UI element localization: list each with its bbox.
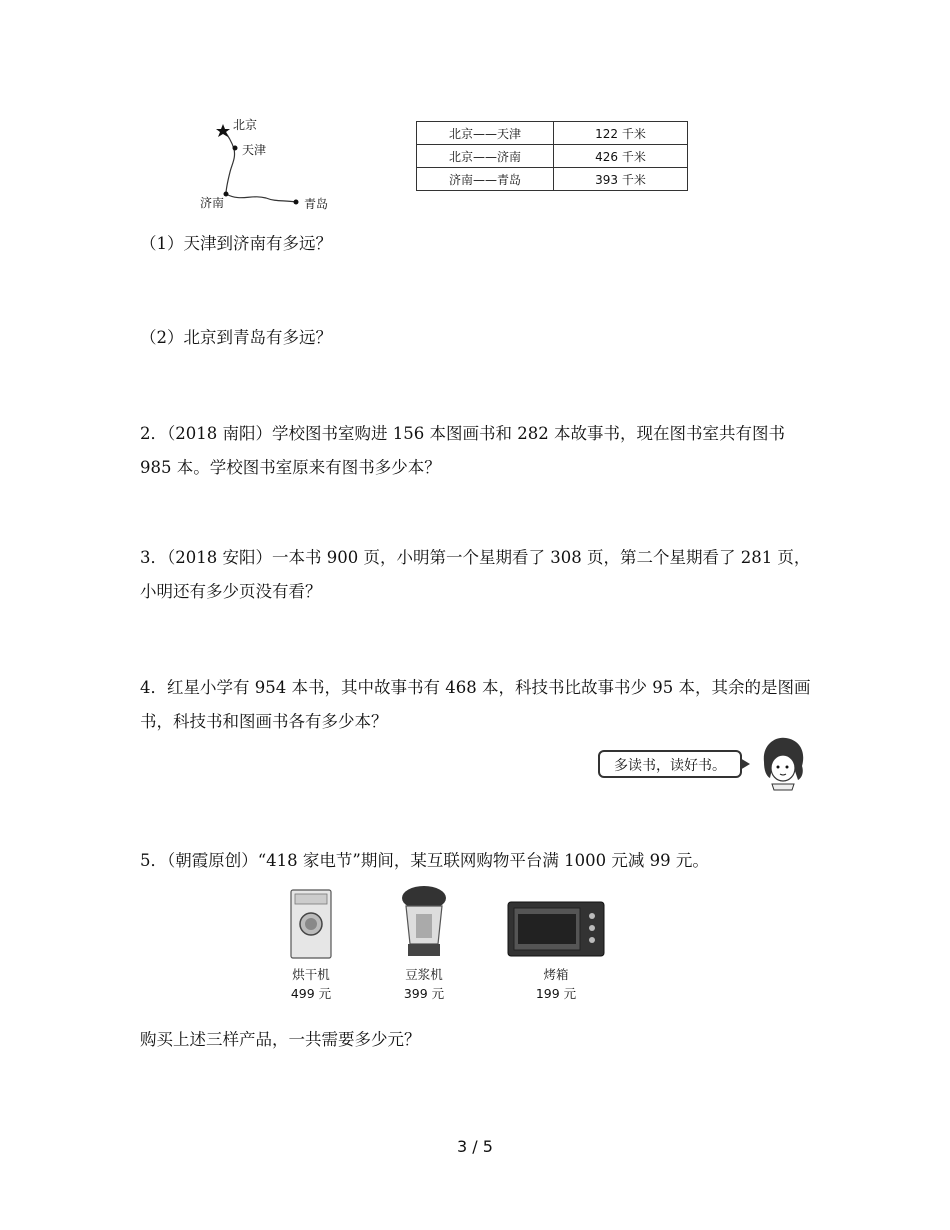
oven-icon [506, 898, 606, 960]
route-cell: 济南——青岛 [417, 168, 554, 191]
product-name: 豆浆机 [405, 967, 443, 982]
map-label-beijing: 北京 [233, 118, 258, 132]
table-row [417, 145, 688, 168]
jinan-dot [224, 192, 229, 197]
map-label-jinan: 济南 [200, 196, 225, 210]
question-1-part-1: （1）天津到济南有多远？ [140, 234, 332, 253]
product-name: 烘干机 [292, 967, 330, 982]
question-5-ask: 购买上述三样产品，一共需要多少元？ [140, 1030, 421, 1049]
product-price: 199 元 [535, 986, 577, 1001]
speech-bubble: 多读书，读好书。 [598, 750, 742, 778]
route-cell: 北京——济南 [417, 145, 554, 168]
route-cell: 北京——天津 [417, 122, 554, 145]
tianjin-dot [233, 146, 238, 151]
question-3: 3．（2018 安阳）一本书 900 页，小明第一个星期看了 308 页，第二个星期看了 281 页，小明还有多少页没有看？ [140, 548, 811, 601]
speech-bubble-tail [740, 758, 750, 770]
page-number: 3 / 5 [457, 1137, 493, 1156]
map-label-tianjin: 天津 [242, 143, 267, 157]
table-row [417, 168, 688, 191]
question-1-part-2: （2）北京到青岛有多远？ [140, 328, 332, 347]
question-5: 5．（朝霞原创）“418 家电节”期间，某互联网购物平台满 1000 元减 99 元。 [140, 851, 709, 870]
distance-cell: 426 千米 [554, 145, 688, 168]
product-price: 399 元 [403, 986, 445, 1001]
distance-table [416, 121, 688, 191]
route-map [196, 112, 346, 214]
qingdao-dot [294, 200, 299, 205]
distance-cell: 122 千米 [554, 122, 688, 145]
dryer-icon [287, 888, 335, 960]
distance-cell: 393 千米 [554, 168, 688, 191]
table-row [417, 122, 688, 145]
product-price: 499 元 [290, 986, 332, 1001]
question-4: 4．红星小学有 954 本书，其中故事书有 468 本，科技书比故事书少 95 本，其余的是图画书，科技书和图画书各有多少本？ [140, 678, 811, 731]
product-soymilk-maker [386, 884, 462, 1003]
product-oven [504, 898, 608, 1003]
soymilk-maker-icon [396, 884, 452, 960]
question-2: 2．（2018 南阳）学校图书室购进 156 本图画书和 282 本故事书，现在图书室共有图书 985 本。学校图书室原来有图书多少本？ [140, 424, 785, 477]
product-dryer [276, 888, 346, 1003]
girl-reading-icon [752, 732, 812, 792]
product-name: 烤箱 [543, 967, 569, 982]
map-label-qingdao: 青岛 [304, 197, 329, 211]
